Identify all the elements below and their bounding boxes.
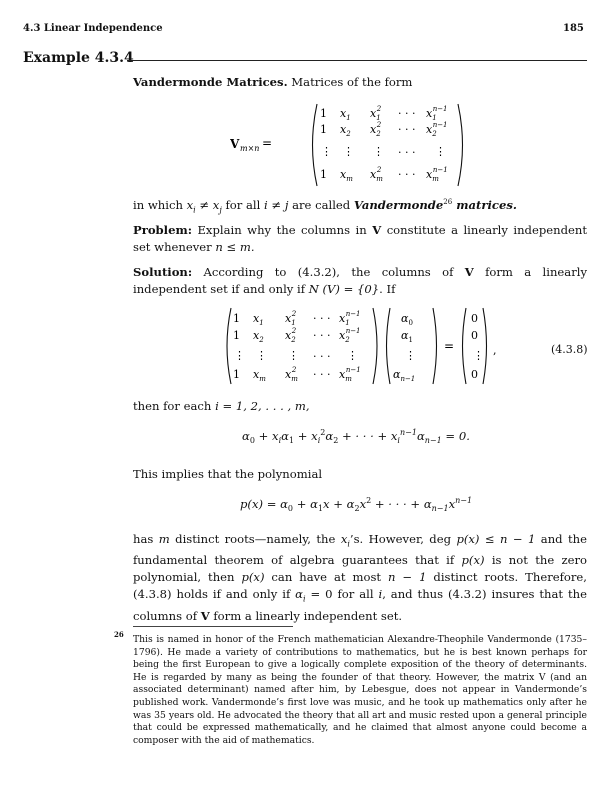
svg-text:· · ·: · · · — [398, 168, 416, 181]
svg-text:xm2: $x_m2$ — [285, 366, 298, 383]
svg-text:⋮: ⋮ — [256, 349, 267, 362]
svg-text:x12: $x_12$ — [370, 105, 382, 122]
solution-cond: N (V) = {0} — [308, 282, 380, 296]
equation-matrix-entries — [233, 310, 361, 383]
solution-text2: form a linearly independent set if and only if — [133, 265, 588, 296]
svg-text:α1: $\alpha_1$ — [401, 329, 413, 344]
polynomial-equation: $p(x) = \alpha_0 + \alpha_1x + \alpha_2x^2$ + · · · + $\alpha_{n-1}x^{n-1}$ — [240, 496, 473, 514]
svg-text:x1n−1: $x_1n-1$ — [426, 105, 448, 122]
equation-4-3-8 — [225, 306, 505, 386]
matrix-entries — [320, 105, 448, 183]
svg-text:⋮: ⋮ — [435, 145, 446, 158]
solution-text: According to (4.3.2), the columns of — [192, 265, 465, 279]
defn-pre: in which — [133, 197, 187, 212]
svg-text:xm: $x_m$ — [253, 368, 266, 383]
svg-text:. . .: . . . — [398, 143, 416, 156]
intro-heading: Vandermonde Matrices. — [133, 75, 288, 89]
alpha-vector — [393, 312, 416, 383]
svg-text:xm: $x_m$ — [340, 168, 353, 183]
svg-text:x2n−1: $x_2n-1$ — [339, 327, 361, 344]
definition-line — [133, 194, 587, 218]
svg-text:1: 1 — [233, 312, 240, 325]
defn-cond1: $x_i \ne x_j$ — [186, 197, 222, 215]
svg-text:0: 0 — [471, 312, 478, 325]
defn-mid: for all — [221, 197, 265, 212]
footnote-ref[interactable]: 26 — [443, 198, 453, 206]
svg-text:=: = — [444, 339, 455, 353]
svg-text:⋮: ⋮ — [373, 145, 384, 158]
intro-paragraph — [133, 74, 587, 91]
svg-text:x1: $x_1$ — [253, 312, 264, 327]
svg-text:1: 1 — [233, 329, 240, 342]
solution-text3: . If — [379, 282, 396, 296]
then-line — [133, 398, 587, 415]
example-title: Example 4.3.4 — [23, 50, 134, 66]
svg-text:1: 1 — [320, 168, 327, 181]
matrix-subscript: m×n — [240, 144, 260, 153]
svg-text:xm2: $x_m2$ — [370, 166, 383, 183]
then-math: i = 1, 2, . . . , m, — [215, 399, 310, 413]
svg-text:0: 0 — [471, 329, 478, 342]
svg-text:x2n−1: $x_2n-1$ — [426, 121, 448, 138]
matrix-equals: = — [262, 136, 273, 150]
svg-text:1: 1 — [320, 123, 327, 136]
page-number: 185 — [563, 23, 584, 34]
svg-text:x2: $x_2$ — [340, 123, 351, 138]
svg-text:. . .: . . . — [313, 347, 331, 360]
equation-number: (4.3.8) — [551, 343, 588, 356]
intro-text: Matrices of the form — [287, 75, 413, 89]
vandermonde-matrix — [230, 100, 470, 192]
solution-label: Solution: — [133, 265, 193, 279]
svg-text:0: 0 — [471, 368, 478, 381]
svg-text:x2: $x_2$ — [253, 329, 264, 344]
svg-text:1: 1 — [233, 368, 240, 381]
svg-text:· · ·: · · · — [313, 312, 331, 325]
svg-text:x22: $x_22$ — [285, 327, 297, 344]
defn-term-end: matrices. — [452, 197, 517, 212]
solution-bold: V — [464, 265, 474, 279]
svg-text:αn−1: $\alpha_{n-1}$ — [393, 368, 416, 383]
svg-text:⋮: ⋮ — [234, 349, 245, 362]
svg-text:xmn−1: $x_mn-1$ — [426, 166, 448, 183]
svg-text:⋮: ⋮ — [347, 349, 358, 362]
conclusion-paragraph: has m distinct roots—namely, the $x_i’s$. However, deg p(x) ≤ n − 1 and the fundamental theorem of algebra guarantees that if p(x) is not the zero polynomial, then p(x) can have at most n − 1 distinct roots. Therefore, (4.3.8) holds if and only if $\alpha_i = 0$ for all i, and thus (4.3.2) insures that the columns of V form a linearly independent set. — [133, 532, 587, 623]
svg-text:α0: $\alpha_0$ — [401, 312, 413, 327]
svg-text:,: , — [493, 344, 497, 357]
alpha-sum-equation: $\alpha_0 + x_i\alpha_1 + x_i^2\alpha_2$ + · · · + $x_i^{n-1}\alpha_{n-1} = 0$. — [242, 428, 470, 446]
defn-cond2: i ≠ j — [264, 197, 289, 212]
example-rule — [127, 60, 587, 61]
implies-line: This implies that the polynomial — [133, 467, 323, 481]
running-header-section: 4.3 Linear Independence — [23, 23, 163, 34]
svg-text:x22: $x_22$ — [370, 121, 382, 138]
svg-text:x1n−1: $x_1n-1$ — [339, 310, 361, 327]
matrix-label: V — [230, 137, 240, 151]
footnote-mark: 26 — [114, 630, 124, 639]
problem-cond: n ≤ m. — [215, 240, 255, 254]
defn-term: Vandermonde — [353, 197, 444, 212]
svg-text:· · ·: · · · — [313, 329, 331, 342]
problem-bold: V — [372, 223, 382, 237]
svg-text:· · ·: · · · — [313, 368, 331, 381]
svg-text:1: 1 — [320, 107, 327, 120]
svg-text:· · ·: · · · — [398, 123, 416, 136]
svg-text:⋮: ⋮ — [405, 349, 416, 362]
svg-text:x1: $x_1$ — [340, 107, 351, 122]
defn-post: are called — [288, 197, 354, 212]
svg-text:⋮: ⋮ — [288, 349, 299, 362]
problem-text2: constitute a linearly independent set whenever — [133, 223, 587, 254]
svg-text:⋮: ⋮ — [321, 145, 332, 158]
svg-text:⋮: ⋮ — [473, 349, 484, 362]
solution-paragraph — [133, 264, 587, 298]
footnote-rule — [133, 626, 293, 627]
svg-text:· · ·: · · · — [398, 107, 416, 120]
zero-vector — [471, 312, 484, 381]
problem-text: Explain why the columns in — [192, 223, 373, 237]
problem-paragraph — [133, 222, 587, 256]
problem-label: Problem: — [133, 223, 192, 237]
svg-text:⋮: ⋮ — [343, 145, 354, 158]
then-text: then for each — [133, 399, 216, 413]
svg-text:xmn−1: $x_mn-1$ — [339, 366, 361, 383]
footnote-text: This is named in honor of the French mathematician Alexandre-Theophile Vandermonde (1735–1796). He made a variety of contributions to mathematics, but he is best known perhaps for being the first European to give a logically complete exposition of the theory of determinants. He is regarded by many as being the founder of that theory. However, the matrix V (and an associated determinant) named after him, by Lebesgue, does not appear in Vandermonde’s published work. Vandermonde’s first love was music, and he took up mathematics only after he was 35 years old. He advocated the theory that all art and music rested upon a general principle that could be expressed mathematically, and he claimed that almost anyone could become a composer with the aid of mathematics. — [133, 634, 587, 746]
svg-text:x12: $x_12$ — [285, 310, 297, 327]
